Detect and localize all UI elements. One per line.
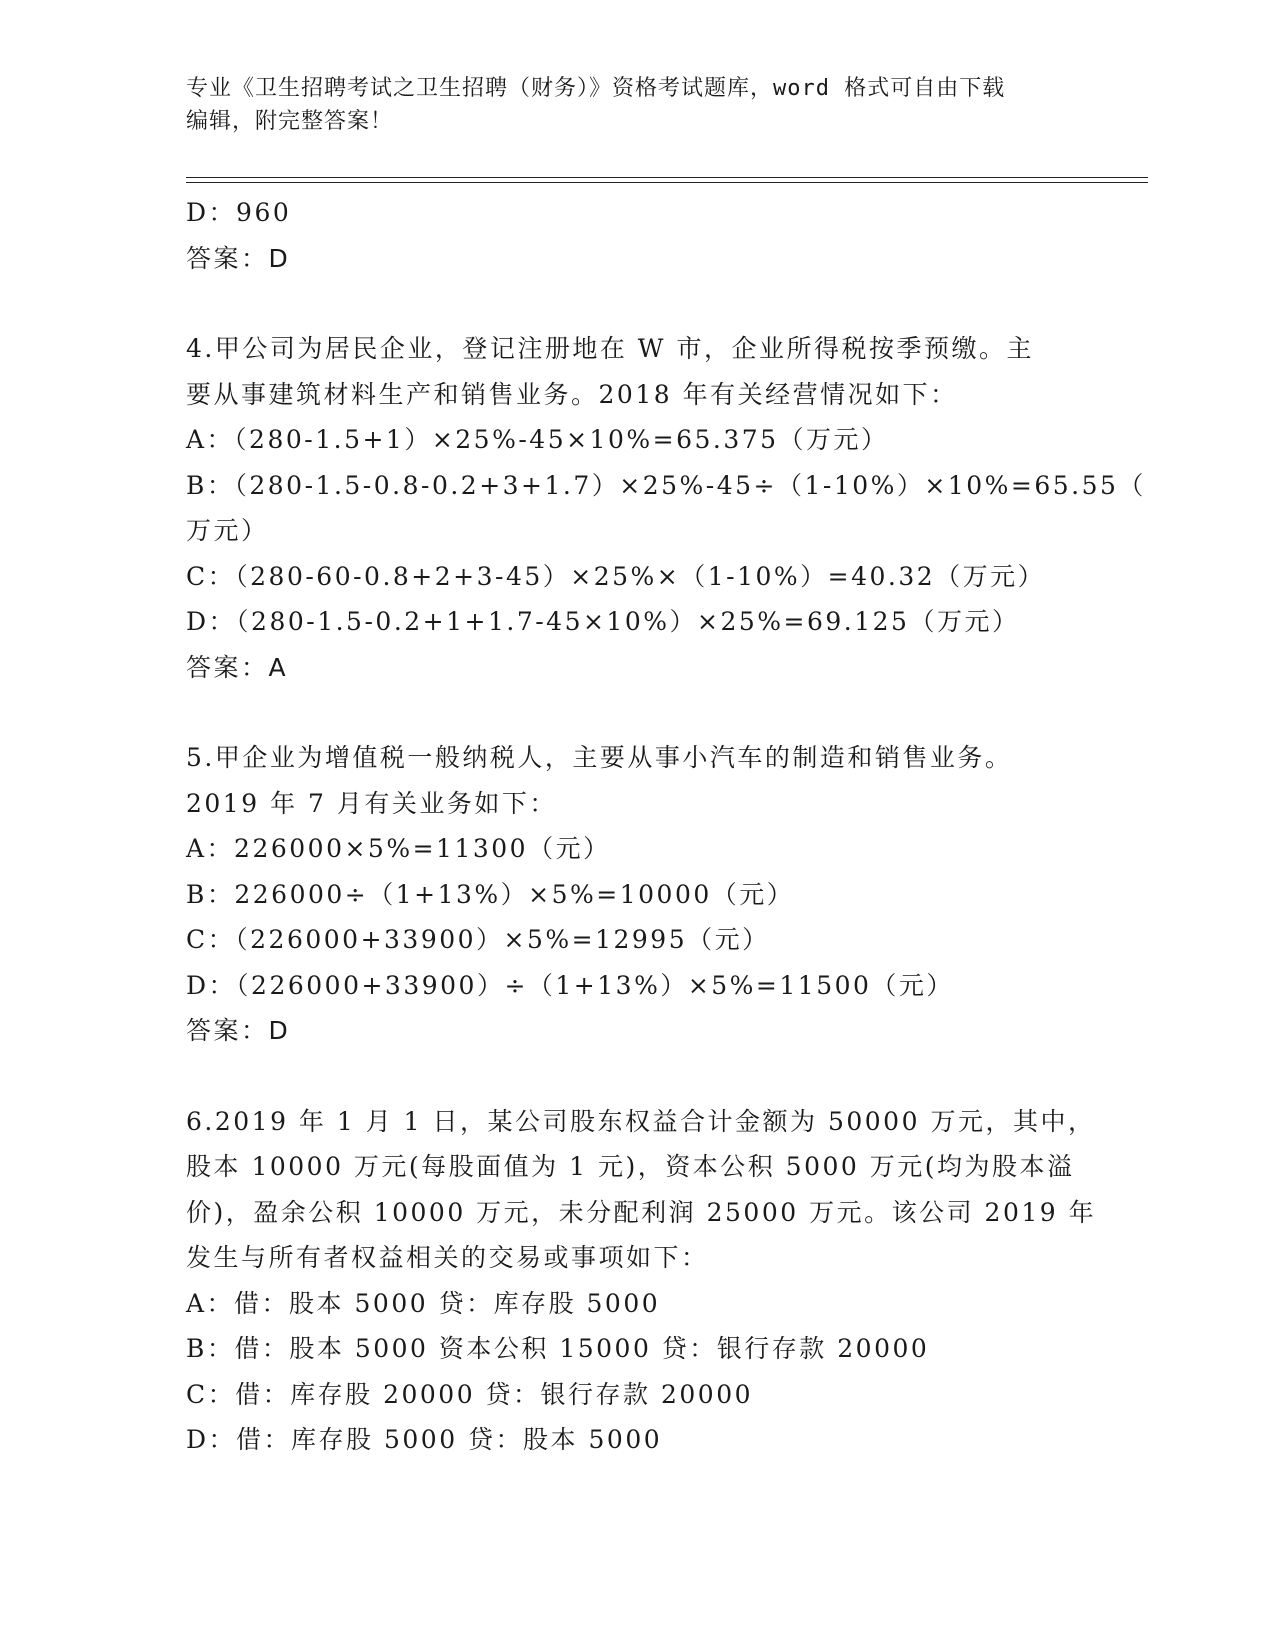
question-stem: 4.甲公司为居民企业，登记注册地在 W 市，企业所得税按季预缴。主 [186, 334, 1034, 363]
header-line-1: 专业《卫生招聘考试之卫生招聘（财务）》资格考试题库，word 格式可自由下载 [186, 76, 1006, 101]
previous-question-tail [186, 190, 1066, 281]
header-rule-top [186, 177, 1148, 178]
question-stem: 2019 年 7 月有关业务如下： [186, 788, 557, 818]
question-5 [186, 735, 1066, 1054]
option-b: B：（280-1.5-0.8-0.2+3+1.7）×25%-45÷（1-10%）×10%=65.55（ [186, 470, 1146, 500]
question-stem: 要从事建筑材料生产和销售业务。2018 年有关经营情况如下： [186, 379, 958, 409]
question-stem: 发生与所有者权益相关的交易或事项如下： [186, 1243, 709, 1272]
question-stem: 5.甲企业为增值税一般纳税人，主要从事小汽车的制造和销售业务。 [186, 743, 1013, 772]
option-c: C：（226000+33900）×5%=12995（元） [186, 925, 770, 954]
option-b: B：226000÷（1+13%）×5%=10000（元） [186, 879, 795, 909]
option-b: B：借：股本 5000 资本公积 15000 贷：银行存款 20000 [186, 1334, 930, 1363]
answer: 答案：A [186, 652, 289, 682]
document-header [186, 72, 1086, 138]
option-b-continued: 万元） [186, 516, 269, 545]
option-d: D：（280-1.5-0.2+1+1.7-45×10%）×25%=69.125（万元） [186, 607, 1020, 636]
option-a: A：借：股本 5000 贷：库存股 5000 [186, 1288, 661, 1318]
option-c: C：借：库存股 20000 贷：银行存款 20000 [186, 1379, 754, 1409]
document-body [186, 190, 1146, 1463]
answer: 答案：D [186, 243, 291, 273]
option-d: D：（226000+33900）÷（1+13%）×5%=11500（元） [186, 970, 954, 1000]
option-a: A：（280-1.5+1）×25%-45×10%=65.375（万元） [186, 425, 889, 454]
header-rule-bottom [186, 182, 1148, 183]
answer: 答案：D [186, 1016, 291, 1045]
header-line-2: 编辑，附完整答案！ [186, 109, 394, 134]
question-stem: 股本 10000 万元(每股面值为 1 元)，资本公积 5000 万元(均为股本溢 [186, 1152, 1075, 1181]
question-4 [186, 326, 1146, 690]
question-stem: 6.2019 年 1 月 1 日，某公司股东权益合计金额为 50000 万元，其中， [186, 1106, 1096, 1136]
option-d: D：960 [186, 198, 292, 227]
option-a: A：226000×5%=11300（元） [186, 834, 611, 863]
question-6 [186, 1099, 1097, 1463]
question-stem: 价)，盈余公积 10000 万元，未分配利润 25000 万元。该公司 2019 年 [186, 1197, 1097, 1227]
option-d: D：借：库存股 5000 贷：股本 5000 [186, 1425, 663, 1454]
option-c: C：（280-60-0.8+2+3-45）×25%×（1-10%）=40.32（万元） [186, 561, 1046, 591]
